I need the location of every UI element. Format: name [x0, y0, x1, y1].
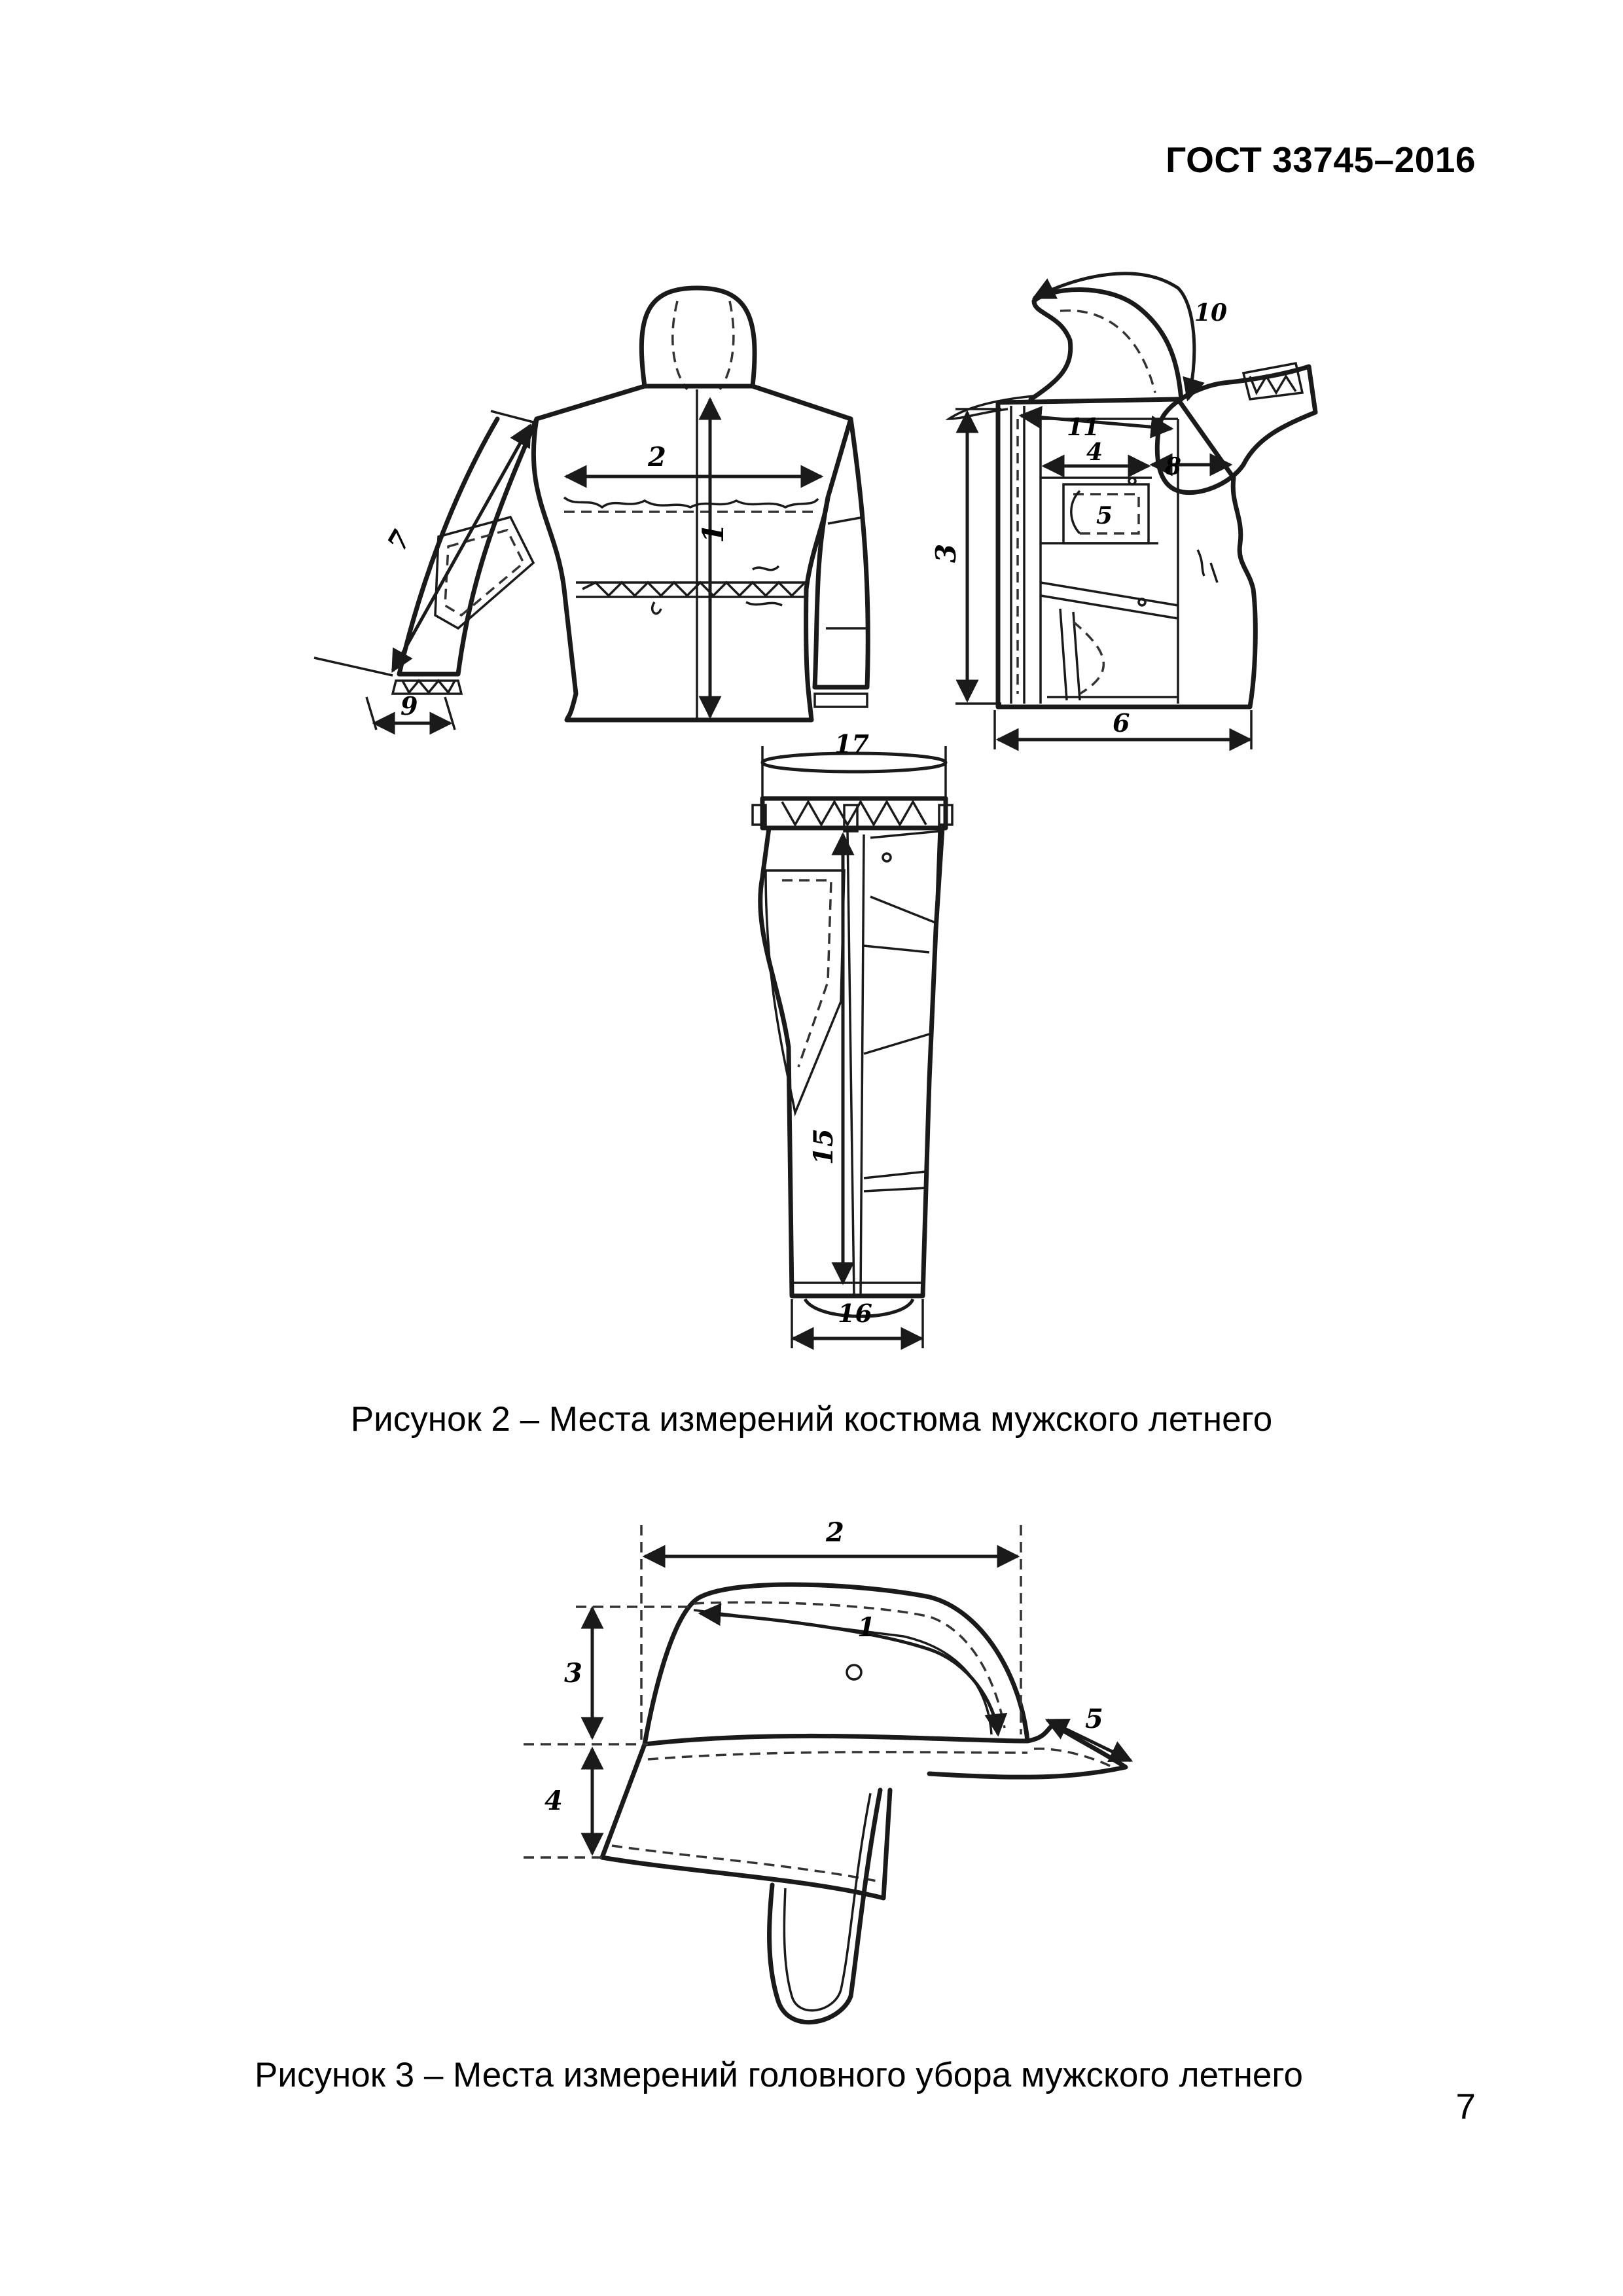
cap-drawing: [524, 1517, 1131, 2022]
svg-text:7: 7: [381, 525, 418, 556]
figure-2-caption: Рисунок 2 – Места измерений костюма мужского летнего: [350, 1400, 1273, 1439]
svg-text:10: 10: [1194, 299, 1228, 327]
svg-text:6: 6: [1113, 708, 1130, 738]
svg-text:3: 3: [564, 1658, 582, 1689]
svg-text:1: 1: [697, 523, 730, 543]
svg-text:3: 3: [930, 543, 962, 563]
svg-text:2: 2: [648, 442, 666, 473]
svg-text:8: 8: [1165, 453, 1182, 480]
figure-3-caption: Рисунок 3 – Места измерений головного убора мужского летнего: [255, 2056, 1303, 2094]
page-number: 7: [1455, 2086, 1476, 2126]
svg-text:9: 9: [401, 691, 418, 721]
svg-text:4: 4: [1086, 439, 1103, 466]
svg-text:17: 17: [834, 729, 869, 759]
svg-text:5: 5: [1096, 502, 1113, 529]
svg-text:1: 1: [857, 1612, 876, 1643]
svg-text:2: 2: [826, 1517, 844, 1548]
svg-text:4: 4: [544, 1785, 563, 1816]
svg-text:16: 16: [838, 1299, 872, 1328]
svg-text:15: 15: [808, 1128, 839, 1165]
svg-text:5: 5: [1085, 1704, 1103, 1734]
svg-text:11: 11: [1067, 414, 1100, 441]
standard-header: ГОСТ 33745–2016: [1166, 139, 1476, 180]
